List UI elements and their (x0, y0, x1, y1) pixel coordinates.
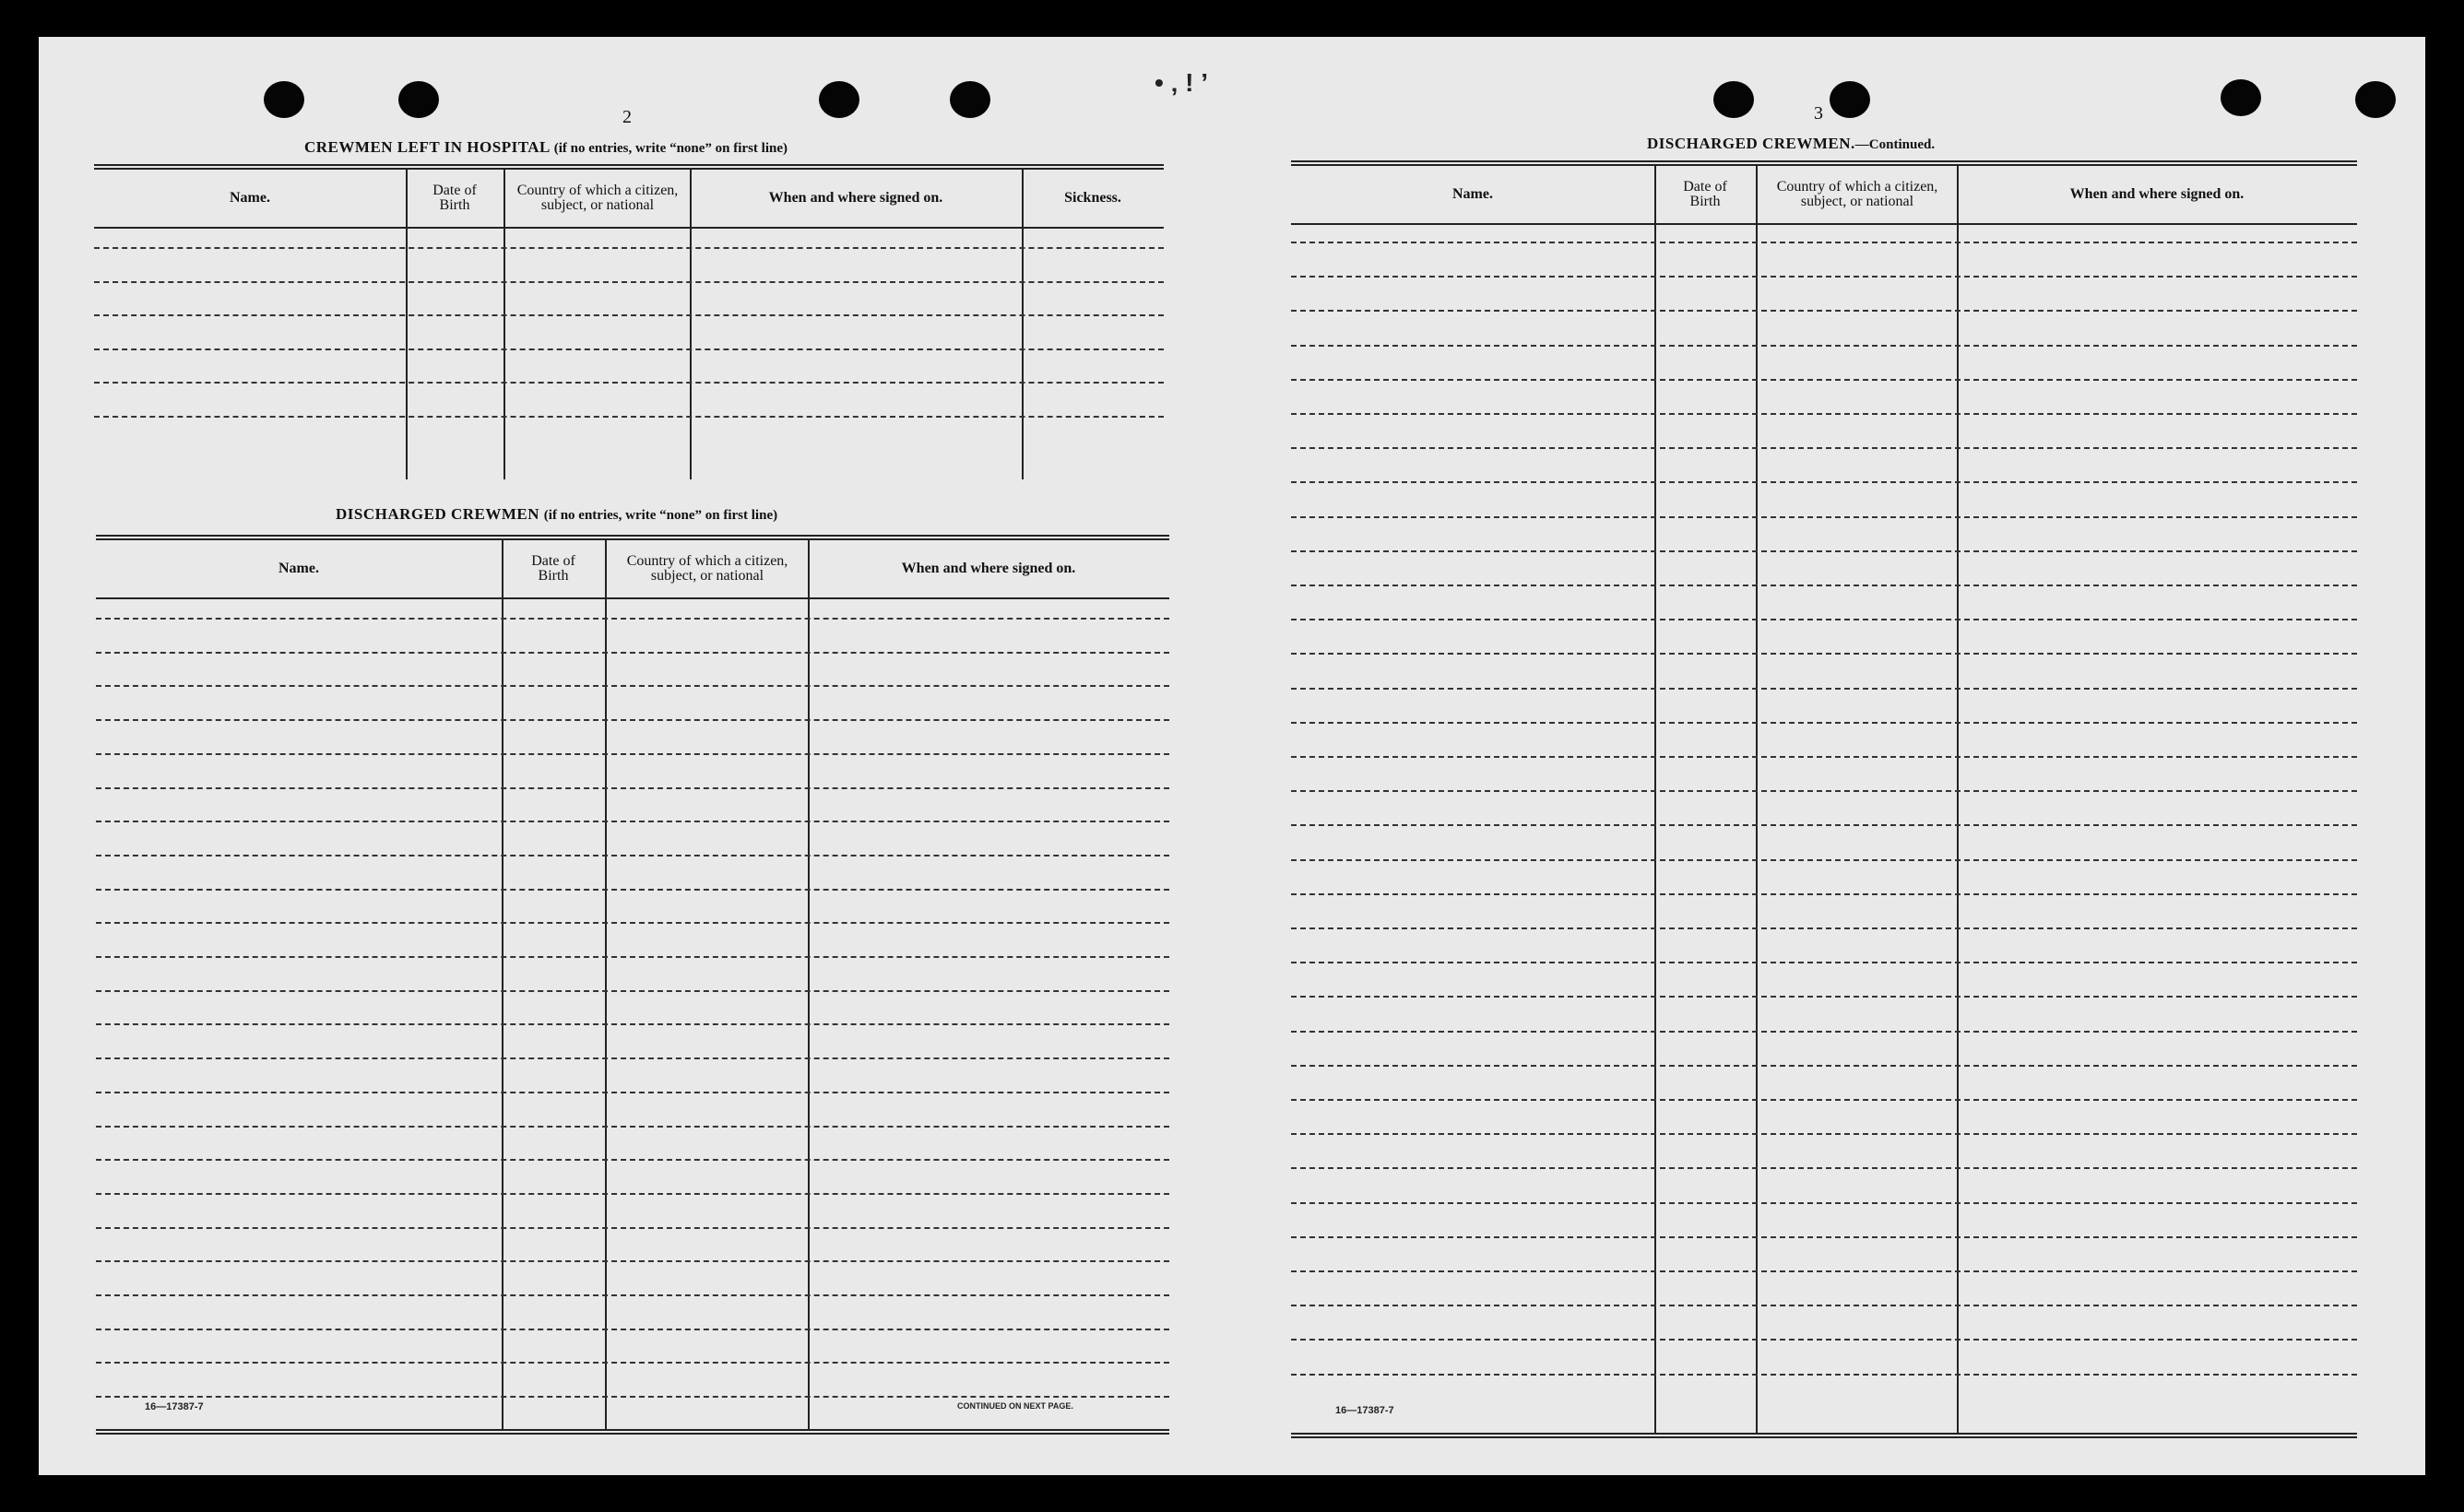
entry-row-line (94, 247, 1164, 249)
entry-row-line (1291, 722, 2357, 724)
entry-row-line (1291, 1236, 2357, 1238)
discharged-title-text: DISCHARGED CREWMEN (336, 505, 540, 523)
column-header-name: Name. (278, 561, 319, 576)
entry-row-line (1291, 653, 2357, 655)
entry-row-line (1291, 996, 2357, 998)
entry-row-line (1291, 1305, 2357, 1306)
hospital-rows (94, 164, 1164, 483)
document-page (39, 37, 2425, 1475)
entry-row-line (96, 1227, 1169, 1229)
entry-row-line (1291, 790, 2357, 792)
entry-row-line (94, 314, 1164, 316)
entry-row-line (1291, 413, 2357, 415)
discharged-continued-title-text: DISCHARGED CREWMEN. (1647, 135, 1855, 152)
column-header-name: Name. (1452, 186, 1493, 202)
punch-hole (819, 81, 859, 118)
discharged-rows (96, 535, 1169, 1433)
entry-row-line (1291, 242, 2357, 243)
column-header-name: Name. (230, 190, 270, 206)
discharged-section-title (336, 505, 777, 524)
hospital-table (94, 164, 1164, 483)
column-header-signed-on: When and where signed on. (2069, 186, 2245, 202)
entry-row-line (1291, 927, 2357, 929)
entry-row-line (1291, 379, 2357, 381)
page-number-right: 3 (1814, 103, 1823, 124)
entry-row-line (96, 1294, 1169, 1296)
entry-row-line (1291, 756, 2357, 758)
entry-row-line (1291, 447, 2357, 449)
entry-row-line (1291, 1133, 2357, 1135)
entry-row-line (96, 787, 1169, 789)
discharged-table (96, 535, 1169, 1433)
entry-row-line (96, 922, 1169, 924)
entry-row-line (96, 1023, 1169, 1025)
entry-row-line (1291, 1065, 2357, 1067)
entry-row-line (1291, 1031, 2357, 1033)
entry-row-line (1291, 276, 2357, 278)
discharged-title-note: (if no entries, write “none” on first line) (543, 508, 778, 523)
column-header-signed-on: When and where signed on. (768, 190, 943, 206)
discharged-continued-note: —Continued. (1854, 137, 1936, 152)
entry-row-line (1291, 1339, 2357, 1341)
continued-note: CONTINUED ON NEXT PAGE. (957, 1401, 1073, 1411)
discharged-continued-table (1291, 160, 2357, 1438)
entry-row-line (94, 382, 1164, 384)
entry-row-line (96, 753, 1169, 755)
entry-row-line (1291, 1374, 2357, 1376)
column-header-country: Country of which a citizen, subject, or national (516, 183, 679, 213)
entry-row-line (1291, 962, 2357, 963)
column-header-country: Country of which a citizen, subject, or national (1776, 179, 1938, 209)
entry-row-line (1291, 859, 2357, 861)
entry-row-line (96, 1126, 1169, 1128)
entry-row-line (96, 956, 1169, 958)
binder-marks: • ‚ ! ’ (1155, 68, 1209, 97)
punch-hole (2355, 81, 2396, 118)
column-header-date-of-birth: Date of Birth (531, 553, 575, 584)
entry-row-line (1291, 481, 2357, 483)
punch-hole (398, 81, 439, 118)
entry-row-line (96, 685, 1169, 687)
punch-hole (1830, 81, 1870, 118)
entry-row-line (1291, 550, 2357, 552)
column-header-date-of-birth: Date of Birth (1683, 179, 1727, 209)
column-header-country: Country of which a citizen, subject, or national (626, 553, 788, 584)
entry-row-line (1291, 345, 2357, 347)
punch-hole (2221, 79, 2261, 116)
entry-row-line (94, 348, 1164, 350)
entry-row-line (1291, 893, 2357, 895)
entry-row-line (96, 889, 1169, 891)
form-number-right: 16—17387-7 (1335, 1405, 1394, 1416)
punch-hole (264, 81, 304, 118)
hospital-section-title (304, 138, 788, 157)
punch-hole (1713, 81, 1754, 118)
entry-row-line (96, 1159, 1169, 1161)
entry-row-line (96, 1092, 1169, 1093)
entry-row-line (96, 652, 1169, 654)
column-header-signed-on: When and where signed on. (901, 561, 1076, 576)
entry-row-line (1291, 516, 2357, 518)
entry-row-line (1291, 688, 2357, 690)
entry-row-line (96, 821, 1169, 822)
entry-row-line (94, 281, 1164, 283)
entry-row-line (96, 1329, 1169, 1330)
entry-row-line (96, 1260, 1169, 1262)
form-number-left: 16—17387-7 (145, 1401, 204, 1412)
entry-row-line (1291, 1270, 2357, 1272)
entry-row-line (1291, 824, 2357, 826)
entry-row-line (1291, 310, 2357, 312)
entry-row-line (96, 1396, 1169, 1398)
discharged-continued-title (1647, 135, 1935, 153)
entry-row-line (1291, 1099, 2357, 1101)
column-header-date-of-birth: Date of Birth (432, 183, 477, 213)
page-number-left: 2 (622, 107, 632, 127)
entry-row-line (1291, 585, 2357, 586)
entry-row-line (1291, 1202, 2357, 1204)
entry-row-line (96, 618, 1169, 620)
entry-row-line (96, 855, 1169, 856)
hospital-title-note: (if no entries, write “none” on first line) (553, 141, 788, 156)
hospital-title-text: CREWMEN LEFT IN HOSPITAL (304, 138, 550, 156)
entry-row-line (96, 1362, 1169, 1364)
column-header-sickness: Sickness. (1064, 190, 1121, 206)
entry-row-line (96, 1057, 1169, 1059)
discharged-continued-rows (1291, 160, 2357, 1438)
entry-row-line (94, 416, 1164, 418)
punch-hole (950, 81, 990, 118)
entry-row-line (1291, 1167, 2357, 1169)
entry-row-line (1291, 619, 2357, 620)
entry-row-line (96, 990, 1169, 992)
entry-row-line (96, 1193, 1169, 1195)
entry-row-line (96, 719, 1169, 721)
